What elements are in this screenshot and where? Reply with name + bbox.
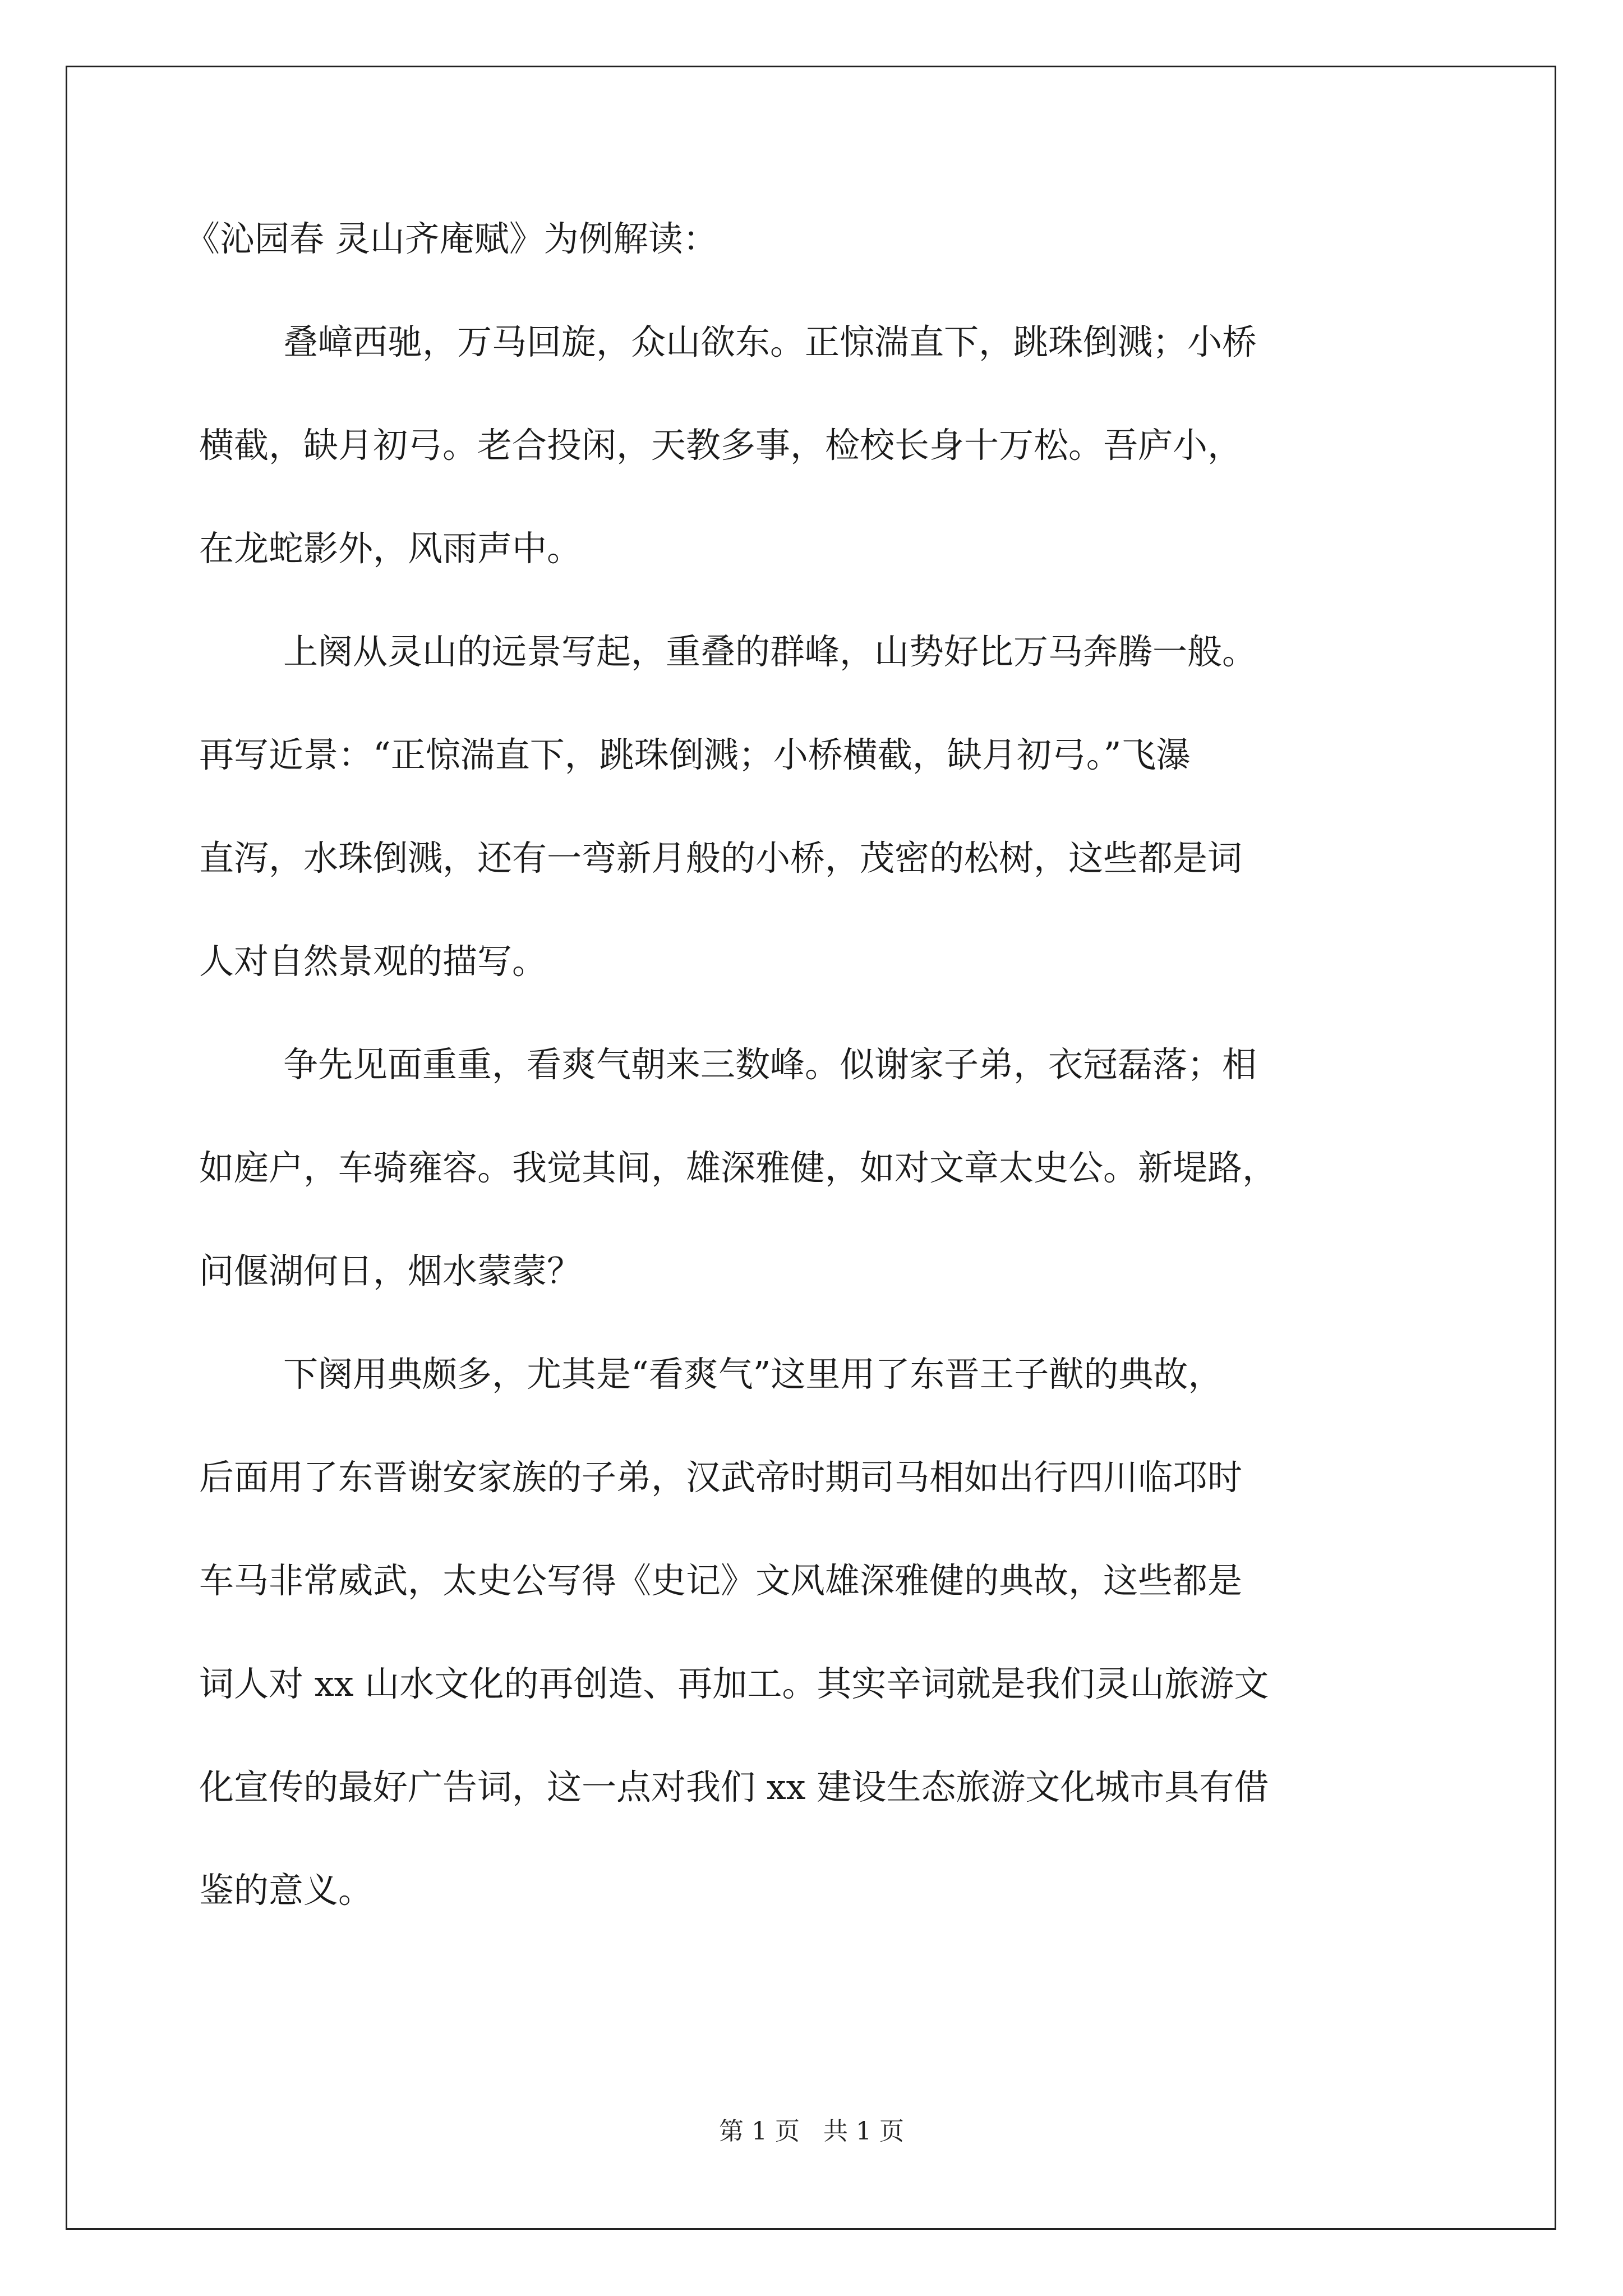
text-line: 人对自然景观的描写。 [199,941,547,982]
page-total: 共 1 页 [823,2117,904,2146]
text-line: 如庭户，车骑雍容。我觉其间，雄深雅健，如对文章太史公。新堤路， [199,1147,1278,1188]
text-line: 问偃湖何日，烟水蒙蒙？ [199,1250,582,1291]
text-line: 下阕用典颇多，尤其是“看爽气”这里用了东晋王子猷的典故， [283,1354,1223,1395]
text-line: 后面用了东晋谢安家族的子弟，汉武帝时期司马相如出行四川临邛时 [199,1457,1243,1498]
text-line: 叠嶂西驰，万马回旋，众山欲东。正惊湍直下，跳珠倒溅；小桥 [283,321,1257,362]
document-body [185,213,1455,1968]
text-line: 在龙蛇影外，风雨声中。 [199,528,582,569]
text-line: 直泻，水珠倒溅，还有一弯新月般的小桥，茂密的松树，这些都是词 [199,838,1243,878]
page-footer [0,2115,1623,2148]
text-line: 车马非常威武，太史公写得《史记》文风雄深雅健的典故，这些都是 [199,1560,1243,1601]
text-line: 上阕从灵山的远景写起，重叠的群峰，山势好比万马奔腾一般。 [283,631,1257,672]
text-line: 词人对 xx 山水文化的再创造、再加工。其实辛词就是我们灵山旅游文 [199,1663,1269,1704]
text-line: 《沁园春 灵山齐庵赋》为例解读： [185,218,718,259]
text-line: 鉴的意义。 [199,1870,374,1911]
text-line: 再写近景：“正惊湍直下，跳珠倒溅；小桥横截，缺月初弓。”飞瀑 [199,734,1191,775]
text-line: 化宣传的最好广告词，这一点对我们 xx 建设生态旅游文化城市具有借 [199,1766,1269,1807]
text-line: 争先见面重重，看爽气朝来三数峰。似谢家子弟，衣冠磊落；相 [283,1044,1257,1085]
text-line: 横截，缺月初弓。老合投闲，天教多事，检校长身十万松。吾庐小， [199,425,1243,466]
page-number: 第 1 页 [719,2117,800,2146]
